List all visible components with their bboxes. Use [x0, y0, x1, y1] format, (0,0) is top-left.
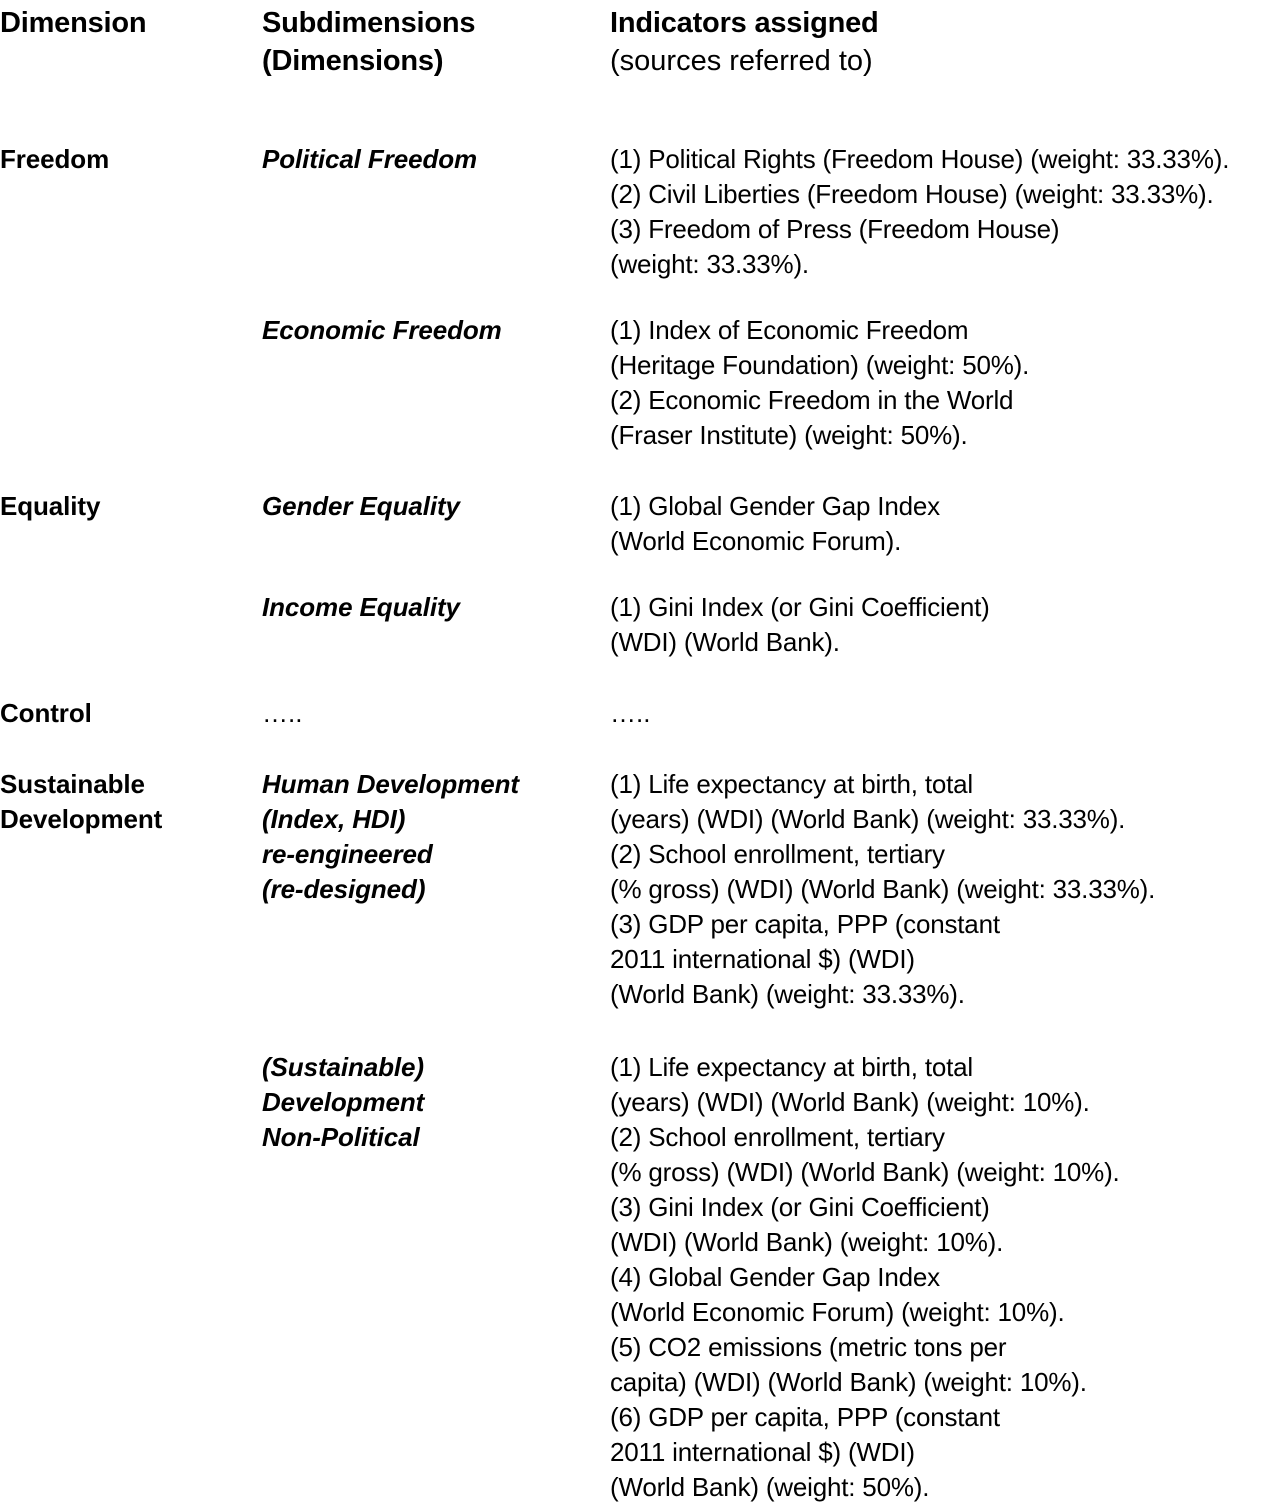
- indicator-line: (% gross) (WDI) (World Bank) (weight: 33.33%).: [610, 874, 1156, 904]
- header-indicators-label: Indicators assigned: [610, 7, 879, 39]
- dimension-label: Sustainable: [0, 769, 145, 799]
- header-indicators-sublabel: (sources referred to): [610, 45, 873, 77]
- header-subdimensions-sublabel: (Dimensions): [262, 45, 444, 77]
- indicator-line: (3) Freedom of Press (Freedom House): [610, 214, 1060, 244]
- table-body: [0, 142, 1279, 1505]
- indicator-line: (3) Gini Index (or Gini Coefficient): [610, 1192, 990, 1222]
- subdimension-label: …..: [262, 698, 303, 728]
- indicator-line: (World Bank) (weight: 50%).: [610, 1472, 930, 1502]
- subdimension-label: (Index, HDI): [262, 804, 406, 834]
- indicator-line: (WDI) (World Bank).: [610, 627, 840, 657]
- indicator-line: (2) School enrollment, tertiary: [610, 839, 945, 869]
- header-col-subdimensions: [262, 4, 610, 80]
- cell-indicators: [610, 696, 1279, 731]
- indicator-line: (Fraser Institute) (weight: 50%).: [610, 420, 968, 450]
- row-spacer: [0, 282, 1279, 313]
- cell-subdimension: [262, 767, 610, 907]
- indicator-line: (1) Index of Economic Freedom: [610, 315, 969, 345]
- indicator-line: (4) Global Gender Gap Index: [610, 1262, 940, 1292]
- header-subdimensions-label: Subdimensions: [262, 7, 476, 39]
- header-col-indicators: [610, 4, 1279, 80]
- cell-indicators: [610, 1050, 1279, 1505]
- indicator-line: (1) Political Rights (Freedom House) (weight: 33.33%).: [610, 144, 1230, 174]
- indicator-line: (World Bank) (weight: 33.33%).: [610, 979, 965, 1009]
- indicator-line: (1) Life expectancy at birth, total: [610, 769, 973, 799]
- indicator-line: capita) (WDI) (World Bank) (weight: 10%).: [610, 1367, 1087, 1397]
- subdimension-label: Income Equality: [262, 592, 460, 622]
- subdimension-label: (Sustainable): [262, 1052, 424, 1082]
- table-row: [0, 313, 1279, 453]
- indicator-line: (years) (WDI) (World Bank) (weight: 10%).: [610, 1087, 1090, 1117]
- header-dimension-label: Dimension: [0, 7, 147, 39]
- table-row: [0, 696, 1279, 731]
- header-body-spacer: [0, 80, 1279, 142]
- cell-subdimension: [262, 590, 610, 625]
- indicator-line: 2011 international $) (WDI): [610, 1437, 915, 1467]
- indicator-line: (WDI) (World Bank) (weight: 10%).: [610, 1227, 1004, 1257]
- table-row: [0, 489, 1279, 559]
- indicator-line: (Heritage Foundation) (weight: 50%).: [610, 350, 1030, 380]
- row-spacer: [0, 1012, 1279, 1050]
- cell-indicators: [610, 142, 1279, 282]
- table-row: [0, 767, 1279, 1012]
- indicator-line: 2011 international $) (WDI): [610, 944, 915, 974]
- subdimension-label: Economic Freedom: [262, 315, 502, 345]
- row-spacer: [0, 660, 1279, 696]
- subdimension-label: Human Development: [262, 769, 519, 799]
- indicator-line: (3) GDP per capita, PPP (constant: [610, 909, 1000, 939]
- subdimension-label: Development: [262, 1087, 425, 1117]
- indicator-line: (2) Economic Freedom in the World: [610, 385, 1014, 415]
- indicator-line: (2) School enrollment, tertiary: [610, 1122, 945, 1152]
- table-header-row: [0, 0, 1279, 80]
- indicator-line: (1) Global Gender Gap Index: [610, 491, 940, 521]
- indicator-line: (5) CO2 emissions (metric tons per: [610, 1332, 1007, 1362]
- dimension-label: Freedom: [0, 144, 110, 174]
- cell-subdimension: [262, 489, 610, 524]
- cell-dimension: [0, 489, 262, 524]
- indicator-line: (years) (WDI) (World Bank) (weight: 33.33%).: [610, 804, 1126, 834]
- cell-dimension: [0, 142, 262, 177]
- subdimension-label: (re-designed): [262, 874, 426, 904]
- row-spacer: [0, 731, 1279, 767]
- indicator-line: …..: [610, 698, 651, 728]
- cell-subdimension: [262, 142, 610, 177]
- table-row: [0, 590, 1279, 660]
- indicator-line: (World Economic Forum).: [610, 526, 902, 556]
- subdimension-label: Gender Equality: [262, 491, 460, 521]
- cell-indicators: [610, 489, 1279, 559]
- dimension-label: Equality: [0, 491, 101, 521]
- indicator-line: (% gross) (WDI) (World Bank) (weight: 10%).: [610, 1157, 1120, 1187]
- indicator-line: (1) Gini Index (or Gini Coefficient): [610, 592, 990, 622]
- subdimension-label: Non-Political: [262, 1122, 420, 1152]
- subdimension-label: Political Freedom: [262, 144, 478, 174]
- cell-indicators: [610, 590, 1279, 660]
- cell-dimension: [0, 696, 262, 731]
- cell-subdimension: [262, 1050, 610, 1155]
- header-col-dimension: [0, 4, 262, 42]
- indicator-line: (1) Life expectancy at birth, total: [610, 1052, 973, 1082]
- row-spacer: [0, 453, 1279, 489]
- indicator-line: (6) GDP per capita, PPP (constant: [610, 1402, 1000, 1432]
- table-row: [0, 1050, 1279, 1505]
- dimension-label: Control: [0, 698, 92, 728]
- indicator-line: (weight: 33.33%).: [610, 249, 809, 279]
- row-spacer: [0, 559, 1279, 590]
- cell-subdimension: [262, 313, 610, 348]
- indicator-line: (World Economic Forum) (weight: 10%).: [610, 1297, 1065, 1327]
- dimension-label: Development: [0, 804, 163, 834]
- cell-dimension: [0, 767, 262, 837]
- indicator-line: (2) Civil Liberties (Freedom House) (weight: 33.33%).: [610, 179, 1214, 209]
- subdimension-label: re-engineered: [262, 839, 433, 869]
- cell-subdimension: [262, 696, 610, 731]
- cell-indicators: [610, 313, 1279, 453]
- table-row: [0, 142, 1279, 282]
- cell-indicators: [610, 767, 1279, 1012]
